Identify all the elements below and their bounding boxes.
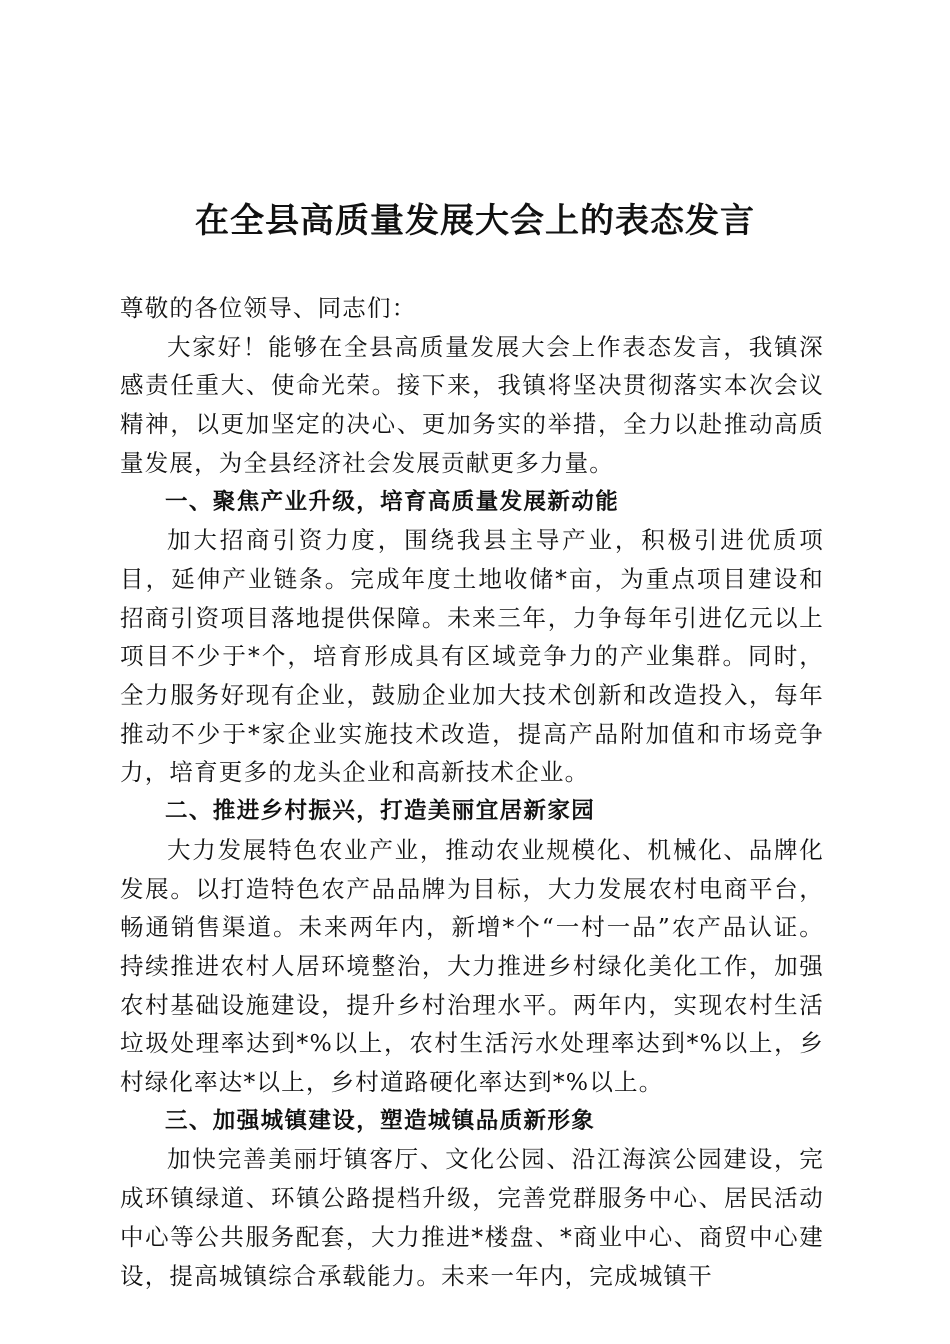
- section-heading-2: 二、推进乡村振兴，打造美丽宜居新家园: [165, 798, 596, 825]
- document-body: [120, 289, 824, 1295]
- paragraph-section-2: 大力发展特色农业产业，推动农业规模化、机械化、品牌化发展。以打造特色农产品品牌为目标，大力发展农村电商平台，畅通销售渠道。未来两年内，新增*个“一村一品”农产品认证。持续推进农村人居环境整治，大力推进乡村绿化美化工作，加强农村基础设施建设，提升乡村治理水平。两年内，实现农村生活垃圾处理率达到*%以上，农村生活污水处理率达到*%以上，乡村绿化率达*以上，乡村道路硬化率达到*%以上。: [120, 835, 824, 1097]
- section-heading-1: 一、聚焦产业升级，培育高质量发展新动能: [165, 488, 620, 515]
- paragraph-section-3: 加快完善美丽圩镇客厅、文化公园、沿江海滨公园建设，完成环镇绿道、环镇公路提档升级，完善党群服务中心、居民活动中心等公共服务配套，大力推进*楼盘、*商业中心、商贸中心建设，提高城镇综合承载能力。未来一年内，完成城镇干: [120, 1145, 824, 1290]
- document-title: 在全县高质量发展大会上的表态发言: [195, 201, 755, 241]
- section-heading-3: 三、加强城镇建设，塑造城镇品质新形象: [165, 1107, 596, 1134]
- paragraph-opening: 大家好！能够在全县高质量发展大会上作表态发言，我镇深感责任重大、使命光荣。接下来，我镇将坚决贯彻落实本次会议精神，以更加坚定的决心、更加务实的举措，全力以赴推动高质量发展，为全县经济社会发展贡献更多力量。: [120, 332, 824, 477]
- paragraph-section-1: 加大招商引资力度，围绕我县主导产业，积极引进优质项目，延伸产业链条。完成年度土地收储*亩，为重点项目建设和招商引资项目落地提供保障。未来三年，力争每年引进亿元以上项目不少于*个，培育形成具有区域竞争力的产业集群。同时，全力服务好现有企业，鼓励企业加大技术创新和改造投入，每年推动不少于*家企业实施技术改造，提高产品附加值和市场竞争力，培育更多的龙头企业和高新技术企业。: [120, 526, 824, 787]
- salutation: 尊敬的各位领导、同志们：: [120, 294, 417, 322]
